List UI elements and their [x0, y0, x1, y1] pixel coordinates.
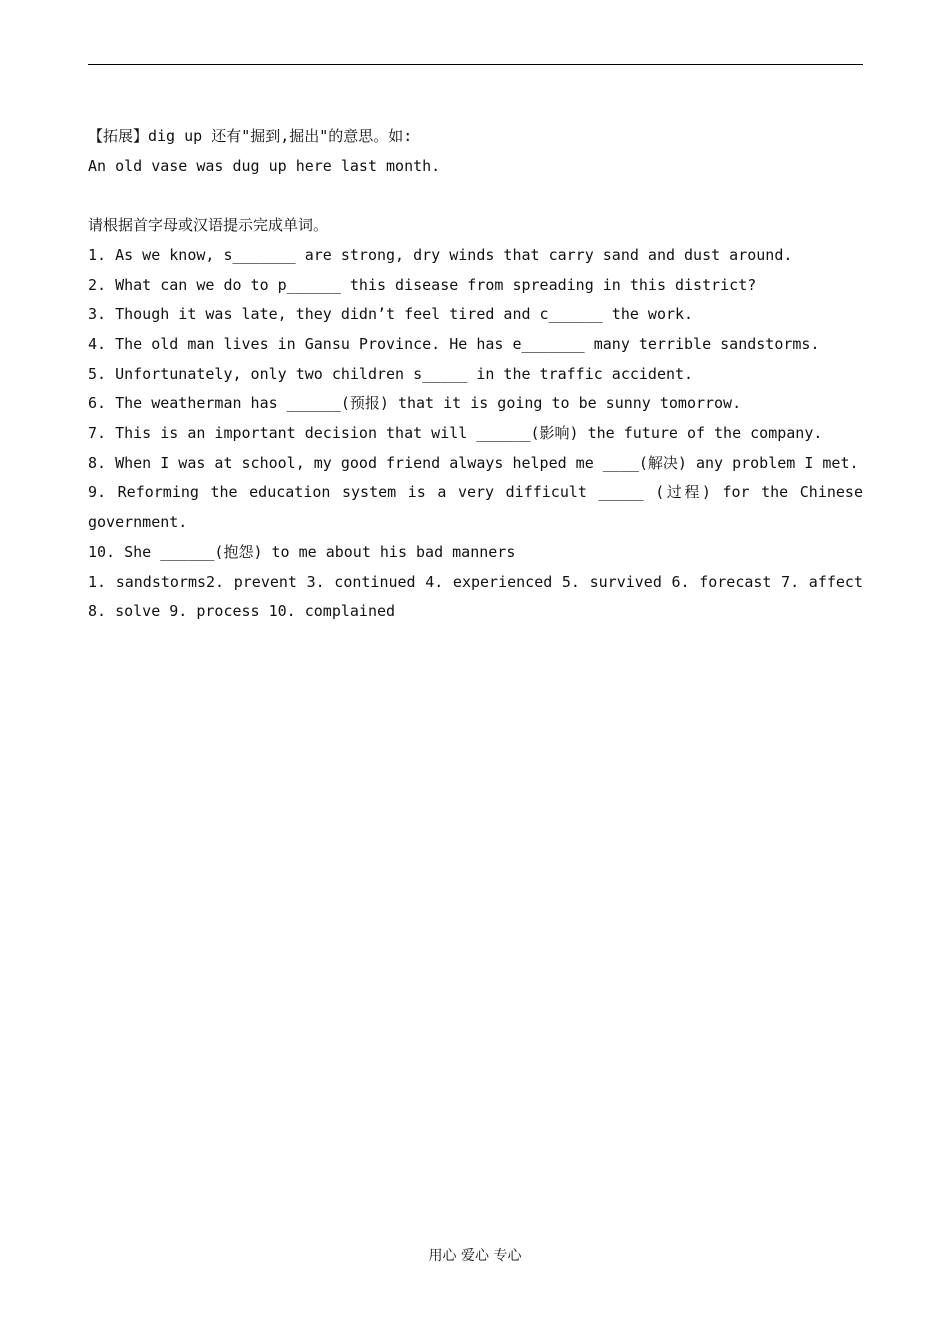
extension-title: 【拓展】dig up 还有"掘到,掘出"的意思。如:	[88, 127, 413, 145]
blank-line	[88, 181, 863, 211]
exercise-item-1: 1. As we know, s_______ are strong, dry winds that carry sand and dust around.	[88, 245, 793, 264]
exercise-item-3: 3. Though it was late, they didn’t feel tired and c______ the work.	[88, 305, 694, 324]
exercise-item-9: 9. Reforming the education system is a very difficult _____ (过程) for the Chinese government.	[88, 483, 873, 532]
exercise-item-8: 8. When I was at school, my good friend always helped me ____(解决) any problem I met.	[88, 453, 859, 472]
extension-example: An old vase was dug up here last month.	[88, 156, 441, 175]
page-footer: 用心 爱心 专心	[428, 1248, 522, 1264]
exercise-item-4: 4. The old man lives in Gansu Province. He has e_______ many terrible sandstorms.	[88, 334, 820, 353]
document-body	[88, 122, 873, 627]
exercise-item-6: 6. The weatherman has ______(预报) that it is going to be sunny tomorrow.	[88, 394, 742, 413]
exercise-item-5: 5. Unfortunately, only two children s_____ in the traffic accident.	[88, 364, 694, 383]
exercise-item-2: 2. What can we do to p______ this disease from spreading in this district?	[88, 275, 757, 294]
exercise-instruction: 请根据首字母或汉语提示完成单词。	[88, 216, 329, 235]
header-rule	[88, 64, 863, 65]
answer-key: 1. sandstorms2. prevent 3. continued 4. experienced 5. survived 6. forecast 7. affect 8. solve 9. process 10. complained	[88, 572, 873, 621]
exercise-item-10: 10. She ______(抱怨) to me about his bad manners	[88, 542, 516, 561]
exercise-item-7: 7. This is an important decision that will ______(影响) the future of the company.	[88, 424, 823, 443]
